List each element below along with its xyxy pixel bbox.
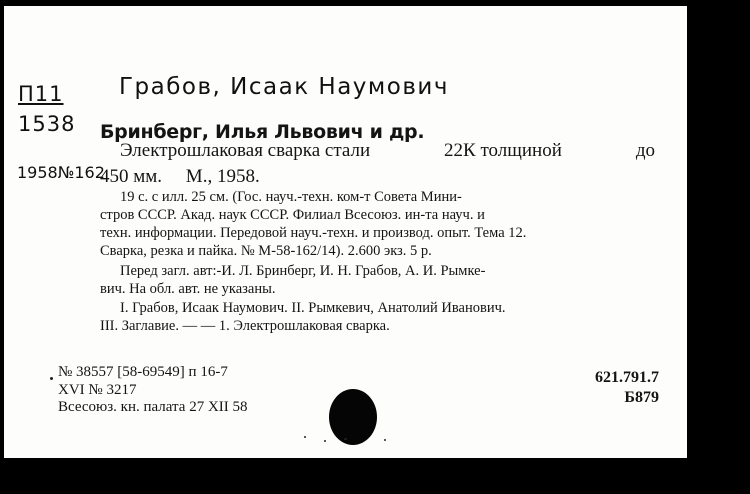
tracing-line1: I. Грабов, Исаак Наумович. II. Рымкевич, Анатолий Иванович. xyxy=(120,300,506,316)
cutter-number: Б879 xyxy=(624,389,659,406)
title-part-b: 22К толщиной xyxy=(444,140,562,161)
shelf-mark-line2: 1538 xyxy=(18,112,76,136)
ink-blot xyxy=(329,389,377,445)
speck xyxy=(50,377,53,380)
catalog-card xyxy=(4,6,687,458)
year-number-mark: 1958№162 xyxy=(17,163,105,182)
handwritten-author-heading: Грабов, Исаак Наумович xyxy=(119,74,449,100)
tracing-line2: III. Заглавие. — — 1. Электрошлаковая сварка. xyxy=(100,318,390,334)
description-line4: Сварка, резка и пайка. № М-58-162/14). 2.600 экз. 5 р. xyxy=(100,243,432,259)
note-line2: вич. На обл. авт. не указаны. xyxy=(100,281,276,297)
description-line1: 19 с. с илл. 25 см. (Гос. науч.-техн. ком-т Совета Мини- xyxy=(120,189,462,205)
description-line2: стров СССР. Акад. наук СССР. Филиал Всесоюз. ин-та науч. и xyxy=(100,207,485,223)
author-line: Бринберг, Илья Львович и др. xyxy=(100,121,425,143)
speck xyxy=(384,439,386,441)
description-line3: техн. информации. Передовой науч.-техн. и производ. опыт. Тема 12. xyxy=(100,225,527,241)
footer-line1: № 38557 [58-69549] п 16-7 xyxy=(58,364,228,380)
note-line1: Перед загл. авт:-И. Л. Бринберг, И. Н. Грабов, А. И. Рымке- xyxy=(120,263,486,279)
title-part-a: Электрошлаковая сварка стали xyxy=(120,140,371,161)
footer-line3: Всесоюз. кн. палата 27 XII 58 xyxy=(58,399,248,415)
speck xyxy=(304,436,306,438)
speck xyxy=(324,440,326,442)
title-line1 xyxy=(120,140,655,162)
udc-number: 621.791.7 xyxy=(595,369,659,386)
title-line2: 450 мм. М., 1958. xyxy=(100,166,260,187)
shelf-mark-line1: П11 xyxy=(18,82,64,106)
title-part-c: до xyxy=(635,140,655,161)
speck xyxy=(344,438,347,440)
footer-line2: XVI № 3217 xyxy=(58,382,137,398)
